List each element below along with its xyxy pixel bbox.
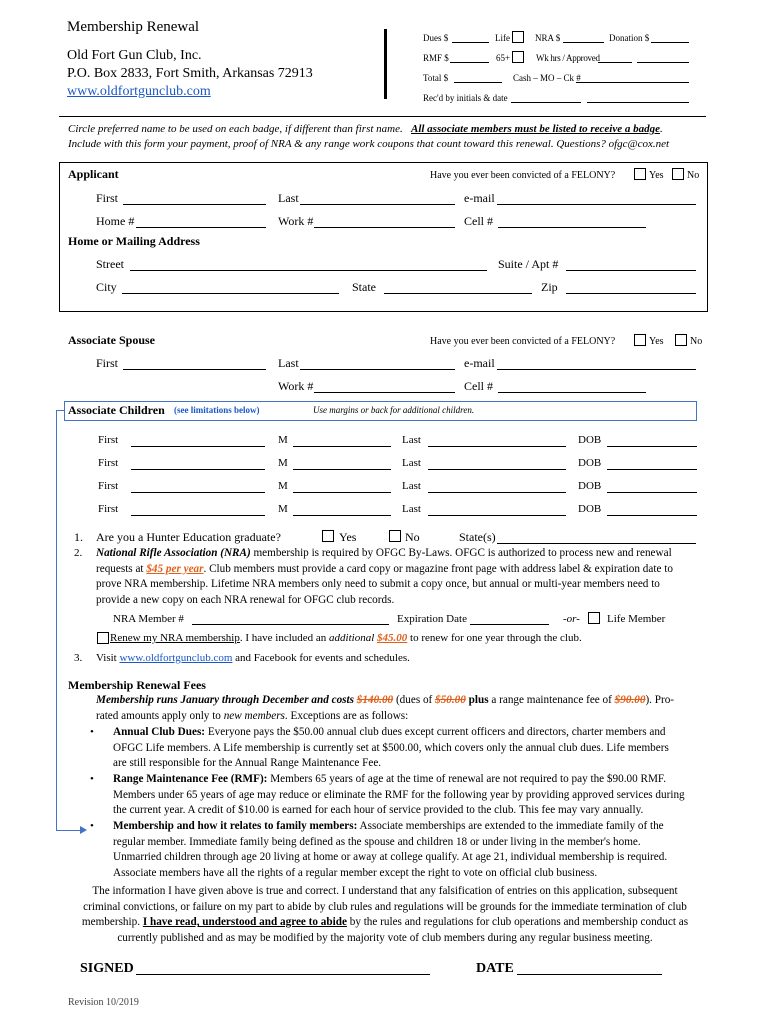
spouse-work-field[interactable]: [314, 392, 455, 393]
cash-mo-ck-label: Cash – MO – Ck #: [513, 73, 581, 83]
fee-bullet-line: the current year. A credit of $10.00 is earned for each hour of service provided to the club. This fee may vary annually.: [113, 804, 644, 817]
dues-price: $50.00: [435, 694, 466, 706]
expiration-field[interactable]: [470, 624, 549, 625]
child-dob-label: DOB: [578, 434, 602, 446]
nra-price: $45 per year: [146, 562, 204, 575]
club-website-link[interactable]: www.oldfortgunclub.com: [67, 84, 211, 99]
child-middle-field[interactable]: [293, 492, 391, 493]
spouse-work-label: Work #: [278, 379, 314, 393]
zip-field[interactable]: [566, 293, 696, 294]
bullet-icon: •: [90, 773, 94, 785]
spouse-email-label: e-mail: [464, 356, 495, 370]
certification-paragraph: The information I have given above is true and correct. I understand that any falsification of entries on this application, subsequent criminal convictions, or failure on my part to abide by club rules and regulations will be grounds for the immediate termination of club membership. I have read, understood and agree to abide by the rules and regulations for club operations and membership conduct as currently published and as may be modified by the majority vote of club members during any regular business meeting.: [81, 885, 689, 944]
suite-field[interactable]: [566, 270, 696, 271]
circle-name-note: Circle preferred name to be used on each badge, if different than first name. All associate members must be listed to receive a badge.: [68, 123, 663, 135]
applicant-email-field[interactable]: [497, 204, 696, 205]
spouse-last-field[interactable]: [300, 369, 455, 370]
applicant-felony-yes-label: Yes: [649, 170, 664, 181]
renew-amount: $45.00: [377, 632, 408, 644]
applicant-home-label: Home #: [96, 214, 135, 228]
zip-label: Zip: [541, 280, 558, 294]
child-first-label: First: [98, 434, 119, 446]
applicant-work-label: Work #: [278, 214, 314, 228]
child-first-label: First: [98, 480, 119, 492]
dues-label: Dues $: [423, 33, 449, 43]
child-last-label: Last: [402, 457, 421, 469]
applicant-heading: Applicant: [68, 167, 119, 181]
fee-bullet-title: Annual Club Dues:: [113, 726, 206, 738]
child-dob-field[interactable]: [607, 492, 697, 493]
applicant-email-label: e-mail: [464, 191, 495, 205]
q1-number: 1.: [74, 530, 83, 544]
spouse-heading: Associate Spouse: [68, 333, 156, 347]
total-price: $140.00: [356, 694, 394, 706]
city-field[interactable]: [122, 293, 339, 294]
agree-statement: I have read, understood and agree to abide: [142, 916, 347, 929]
applicant-home-field[interactable]: [136, 227, 266, 228]
renew-nra-line: Renew my NRA membership. I have included an additional $45.00 to renew for one year through the club.: [110, 632, 582, 644]
child-last-field[interactable]: [428, 446, 566, 447]
fee-bullet-line: are still responsible for the Annual Range Maintenance Fee.: [113, 757, 382, 770]
life-checkbox[interactable]: [512, 31, 524, 43]
hunter-ed-yes-checkbox[interactable]: [322, 530, 334, 542]
child-last-field[interactable]: [428, 469, 566, 470]
date-label: DATE: [476, 961, 514, 976]
hunter-ed-no-checkbox[interactable]: [389, 530, 401, 542]
applicant-felony-yes-checkbox[interactable]: [634, 168, 646, 180]
applicant-last-label: Last: [278, 191, 299, 205]
club-name: Old Fort Gun Club, Inc.: [67, 48, 202, 63]
child-dob-field[interactable]: [607, 469, 697, 470]
recd-label: Rec'd by initials & date: [423, 93, 508, 103]
renew-nra-checkbox[interactable]: [97, 632, 109, 644]
spouse-email-field[interactable]: [497, 369, 696, 370]
applicant-first-field[interactable]: [123, 204, 266, 205]
street-field[interactable]: [130, 270, 487, 271]
child-last-label: Last: [402, 434, 421, 446]
applicant-felony-no-checkbox[interactable]: [672, 168, 684, 180]
child-dob-field[interactable]: [607, 446, 697, 447]
fee-bullet-line: regular member. Immediate family being defined as the spouse and children 18 or under living in the member's home.: [113, 835, 641, 848]
applicant-cell-field[interactable]: [498, 227, 646, 228]
city-label: City: [96, 280, 117, 294]
header-rule: [59, 116, 706, 117]
form-title: Membership Renewal: [67, 19, 200, 35]
child-dob-label: DOB: [578, 503, 602, 515]
hunter-ed-states-field[interactable]: [497, 543, 696, 544]
child-first-field[interactable]: [131, 515, 265, 516]
child-first-label: First: [98, 457, 119, 469]
fee-bullet-title: Membership and how it relates to family members:: [113, 820, 358, 832]
revision-label: Revision 10/2019: [68, 997, 139, 1008]
applicant-last-field[interactable]: [300, 204, 455, 205]
fee-bullet-line: Associate memberships are extended to the immediate family of the: [357, 820, 664, 832]
applicant-felony-no-label: No: [687, 170, 700, 181]
connector-vertical: [56, 410, 57, 830]
q1-text: Are you a Hunter Education graduate?: [96, 530, 281, 544]
fee-bullet-line: Unmarried children through age 20 living at home or away at college qualify. At age 21, individual membership is required.: [113, 851, 668, 864]
child-last-field[interactable]: [428, 515, 566, 516]
spouse-first-label: First: [96, 356, 119, 370]
age65-label: 65+: [496, 53, 511, 63]
state-label: State: [352, 280, 376, 294]
applicant-cell-label: Cell #: [464, 214, 493, 228]
fee-bullet-line: Members under 65 years of age may reduce or eliminate the RMF for the following year by providing approved services during: [113, 788, 685, 801]
donation-label: Donation $: [609, 33, 650, 43]
hunter-ed-yes-label: Yes: [339, 530, 357, 544]
q3-number: 3.: [74, 652, 83, 664]
fees-heading: Membership Renewal Fees: [68, 678, 206, 692]
fee-bullet-paragraph: [113, 725, 669, 772]
life-member-label: Life Member: [607, 613, 666, 625]
hunter-ed-states-label: State(s): [459, 530, 496, 544]
spouse-felony-question: Have you ever been convicted of a FELONY?: [430, 336, 616, 347]
fees-intro: Membership runs January through December and costs $140.00 (dues of $50.00 plus a range maintenance fee of $90.00). Pro- rated amounts apply only to new members. Exceptions are as follows:: [96, 694, 675, 722]
rmf-price: $90.00: [614, 694, 646, 706]
bullet-icon: •: [90, 820, 94, 832]
club-address: P.O. Box 2833, Fort Smith, Arkansas 72913: [67, 66, 313, 81]
spouse-cell-field[interactable]: [498, 392, 646, 393]
connector-arrow-icon: [80, 826, 87, 834]
fee-bullet-paragraph: [113, 772, 685, 819]
children-heading: Associate Children: [68, 403, 165, 417]
applicant-work-field[interactable]: [314, 227, 455, 228]
spouse-cell-label: Cell #: [464, 379, 493, 393]
spouse-last-label: Last: [278, 356, 299, 370]
nra-label: NRA $: [535, 33, 561, 43]
q2-number: 2.: [74, 547, 83, 559]
spouse-felony-yes-label: Yes: [649, 336, 664, 347]
fee-bullet-paragraph: [113, 819, 667, 881]
child-middle-field[interactable]: [293, 515, 391, 516]
child-dob-field[interactable]: [607, 515, 697, 516]
header-divider: [384, 29, 387, 99]
spouse-first-field[interactable]: [123, 369, 266, 370]
applicant-felony-question: Have you ever been convicted of a FELONY?: [430, 170, 616, 181]
child-middle-label: M: [278, 457, 288, 469]
nra-member-label: NRA Member #: [113, 613, 184, 625]
child-first-field[interactable]: [131, 446, 265, 447]
total-label: Total $: [423, 73, 449, 83]
date-field[interactable]: [517, 974, 662, 975]
fee-bullet-line: OFGC Life members. A Life membership is currently set at $500.00, which covers only the annual club dues. Life members: [113, 741, 669, 754]
wk-hrs-label: Wk hrs / Approved: [536, 53, 600, 63]
child-last-field[interactable]: [428, 492, 566, 493]
child-dob-label: DOB: [578, 480, 602, 492]
children-limitations-note: (see limitations below): [174, 405, 260, 415]
spouse-felony-yes-checkbox[interactable]: [634, 334, 646, 346]
q3-website-link[interactable]: www.oldfortgunclub.com: [119, 652, 233, 664]
child-middle-field[interactable]: [293, 446, 391, 447]
child-middle-label: M: [278, 480, 288, 492]
suite-label: Suite / Apt #: [498, 257, 559, 271]
child-last-label: Last: [402, 503, 421, 515]
connector-top: [56, 410, 64, 411]
street-label: Street: [96, 257, 124, 271]
expiration-label: Expiration Date: [397, 613, 467, 625]
child-last-label: Last: [402, 480, 421, 492]
nra-member-field[interactable]: [192, 624, 389, 625]
fee-bullet-line: Members 65 years of age at the time of renewal are not required to pay the $90.00 RMF.: [267, 773, 667, 785]
spouse-felony-no-checkbox[interactable]: [675, 334, 687, 346]
rmf-label: RMF $: [423, 53, 449, 63]
signed-label: SIGNED: [80, 961, 134, 976]
child-first-field[interactable]: [131, 469, 265, 470]
fee-bullet-title: Range Maintenance Fee (RMF):: [113, 773, 268, 785]
connector-bottom: [56, 830, 80, 831]
age65-checkbox[interactable]: [512, 51, 524, 63]
applicant-first-label: First: [96, 191, 119, 205]
life-member-checkbox[interactable]: [588, 612, 600, 624]
fee-bullet-line: Associate members have all the rights of a regular member except the right to vote on official club business.: [113, 866, 598, 879]
or-label: -or-: [563, 613, 580, 625]
children-margins-note: Use margins or back for additional children.: [313, 405, 475, 415]
child-middle-field[interactable]: [293, 469, 391, 470]
state-field[interactable]: [384, 293, 532, 294]
q3-line: Visit www.oldfortgunclub.com and Facebook for events and schedules.: [96, 652, 410, 664]
signature-field[interactable]: [136, 974, 430, 975]
mailing-address-heading: Home or Mailing Address: [68, 234, 200, 248]
spouse-felony-no-label: No: [690, 336, 703, 347]
child-first-label: First: [98, 503, 119, 515]
q2-paragraph: National Rifle Association (NRA) membership is required by OFGC By-Laws. OFGC is authorized to process new and renewal requests at $45 per year. Club members must provide a card copy or magazine front page with address label & expiration date to prove NRA membership. Lifetime NRA members only need to submit a copy once, but annual or multi-year members need to provide a new copy on each NRA renewal for OFGC club records.: [96, 547, 673, 606]
child-first-field[interactable]: [131, 492, 265, 493]
include-note: Include with this form your payment, proof of NRA & any range work coupons that count toward this renewal. Questions? ofgc@cox.net: [68, 138, 670, 150]
child-middle-label: M: [278, 503, 288, 515]
child-dob-label: DOB: [578, 457, 602, 469]
life-label: Life: [495, 33, 510, 43]
bullet-icon: •: [90, 726, 94, 738]
associates-note: All associate members must be listed to receive a badge: [410, 123, 660, 135]
child-middle-label: M: [278, 434, 288, 446]
fee-bullet-line: Everyone pays the $50.00 annual club dues except current officers and directors, charter members and: [205, 726, 666, 738]
hunter-ed-no-label: No: [405, 530, 420, 544]
